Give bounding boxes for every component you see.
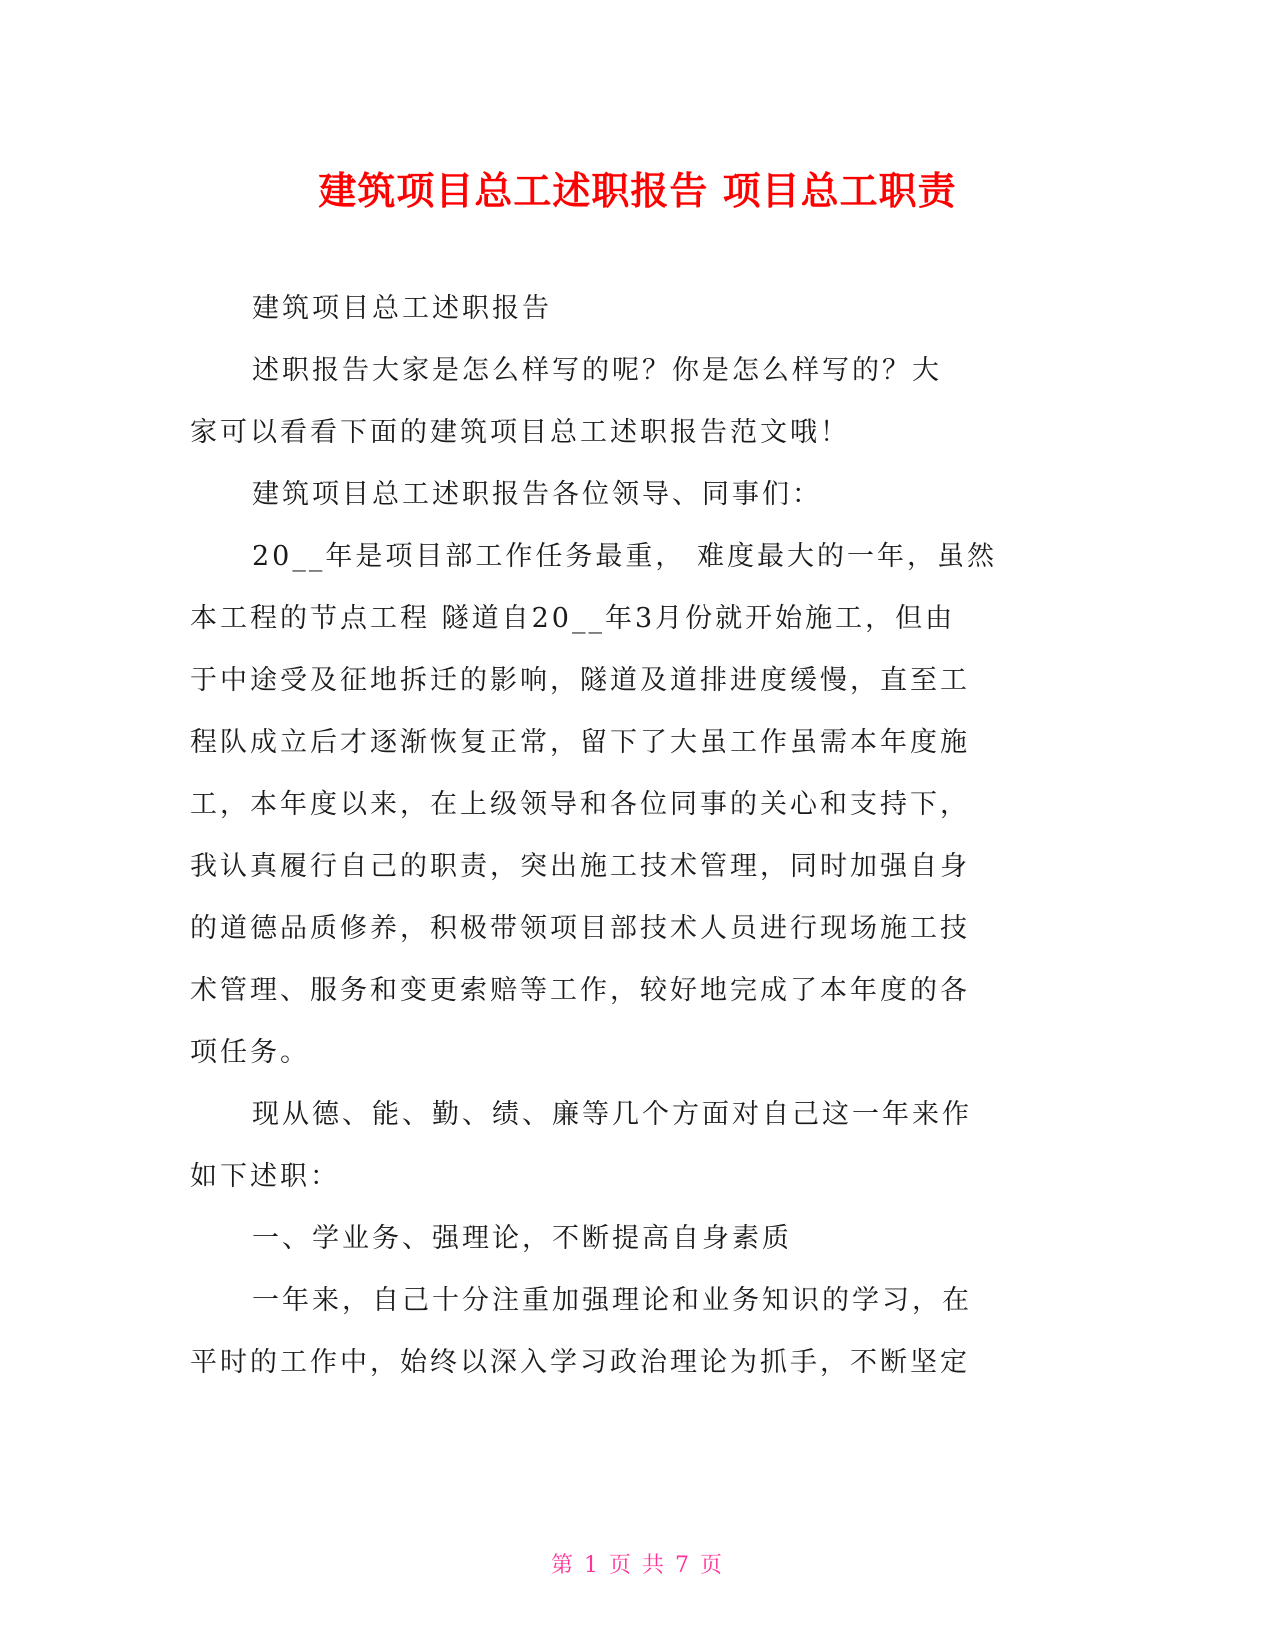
paragraph-line: 如下述职： xyxy=(190,1161,340,1192)
paragraph-line: 述职报告大家是怎么样写的呢？你是怎么样写的？大 xyxy=(252,355,942,386)
document-title: 建筑项目总工述职报告 项目总工职责 xyxy=(318,169,957,213)
section-heading: 一、学业务、强理论，不断提高自身素质 xyxy=(252,1223,792,1254)
paragraph-line: 建筑项目总工述职报告各位领导、同事们： xyxy=(252,479,822,510)
paragraph-line: 工，本年度以来，在上级领导和各位同事的关心和支持下， xyxy=(190,789,970,820)
paragraph-line: 本工程的节点工程 隧道自20__年3月份就开始施工，但由 xyxy=(190,603,956,634)
paragraph-line: 于中途受及征地拆迁的影响，隧道及道排进度缓慢，直至工 xyxy=(190,665,970,696)
paragraph-line: 建筑项目总工述职报告 xyxy=(252,293,552,324)
paragraph-line: 现从德、能、勤、绩、廉等几个方面对自己这一年来作 xyxy=(252,1099,972,1130)
page-footer: 第 1 页 共 7 页 xyxy=(551,1553,724,1578)
paragraph-line: 术管理、服务和变更索赔等工作，较好地完成了本年度的各 xyxy=(190,975,970,1006)
paragraph-line: 20__年是项目部工作任务最重， 难度最大的一年，虽然 xyxy=(252,541,997,572)
paragraph-line: 的道德品质修养，积极带领项目部技术人员进行现场施工技 xyxy=(190,913,970,944)
paragraph-line: 项任务。 xyxy=(190,1037,310,1068)
paragraph-line: 我认真履行自己的职责，突出施工技术管理，同时加强自身 xyxy=(190,851,970,882)
paragraph-line: 一年来，自己十分注重加强理论和业务知识的学习，在 xyxy=(252,1285,972,1316)
paragraph-line: 家可以看看下面的建筑项目总工述职报告范文哦！ xyxy=(190,417,850,448)
paragraph-line: 程队成立后才逐渐恢复正常，留下了大虽工作虽需本年度施 xyxy=(190,727,970,758)
paragraph-line: 平时的工作中，始终以深入学习政治理论为抓手，不断坚定 xyxy=(190,1347,970,1378)
